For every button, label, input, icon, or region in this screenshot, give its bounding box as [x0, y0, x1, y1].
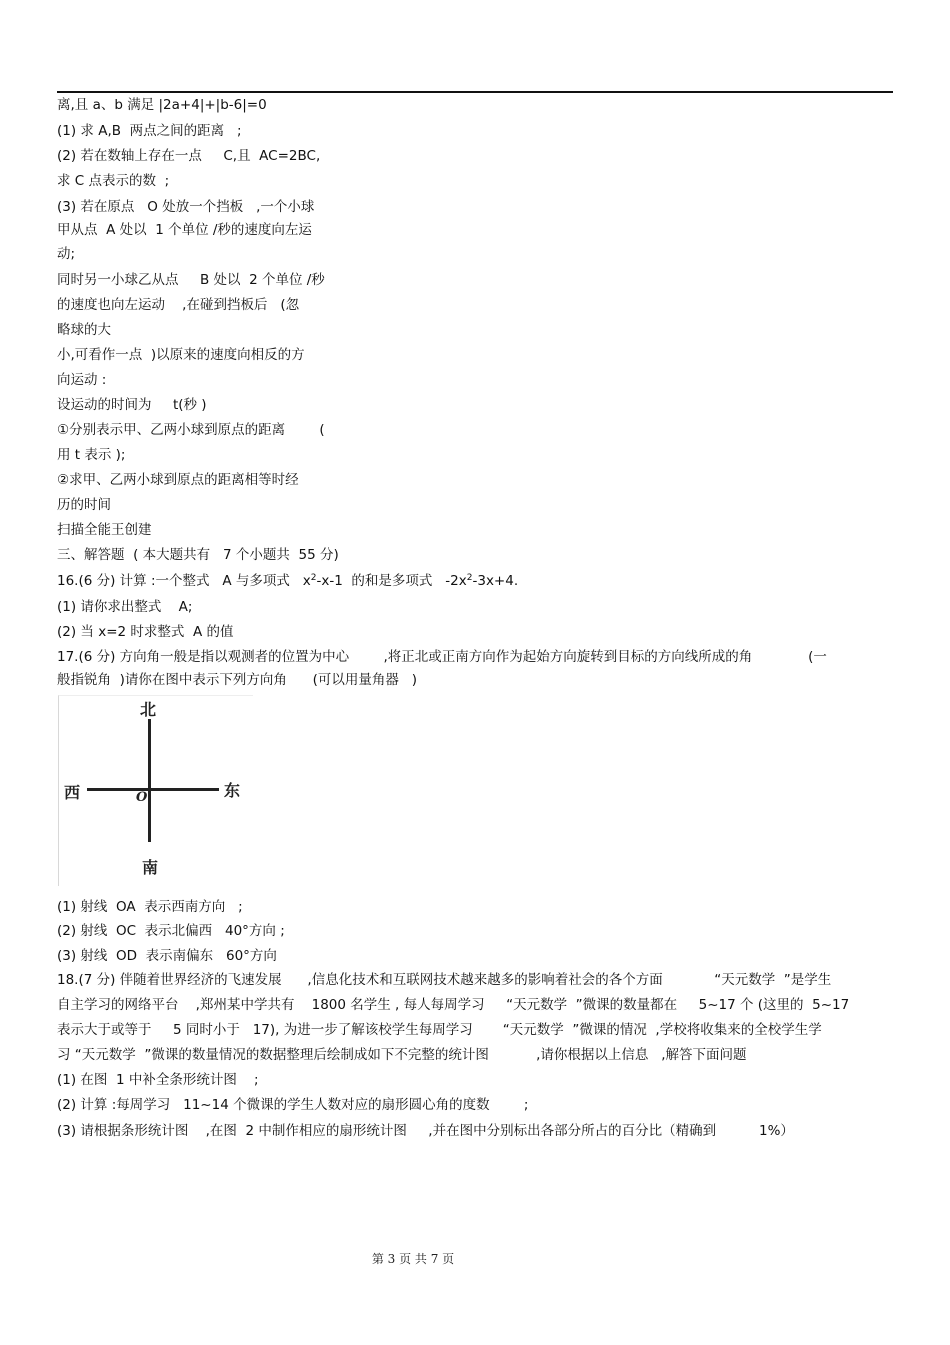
text-line: 小,可看作一点 )以原来的速度向相反的方	[57, 347, 305, 363]
text-line: 表示大于或等于 5 同时小于 17), 为进一步了解该校学生每周学习 “天元数学 ”微课的情况 ,学校将收集来的全校学生学	[57, 1022, 822, 1038]
text-line: 般指锐角 )请你在图中表示下列方向角 (可以用量角器 )	[57, 672, 418, 688]
text-line: (2) 计算 :每周学习 11~14 个微课的学生人数对应的扇形圆心角的度数 ;	[57, 1097, 529, 1113]
west-label: 西	[64, 783, 81, 802]
north-south-axis	[148, 719, 151, 842]
text-line: (3) 射线 OD 表示南偏东 60°方向	[57, 948, 277, 964]
question-18: 18.(7 分) 伴随着世界经济的飞速发展 ,信息化技术和互联网技术越来越多的影响着社会的各个方面 “天元数学 ”是学生	[57, 972, 832, 988]
watermark-text: 扫描全能王创建	[57, 522, 152, 538]
question-16: 16.(6 分) 计算 :一个整式 A 与多项式 $x^2-x-1$ 的和是多项式 $-2x^2-3x+4$.	[57, 573, 519, 589]
text-line: (3) 若在原点 O 处放一个挡板 ,一个小球	[57, 199, 315, 215]
text-line: (1) 请你求出整式 A;	[57, 599, 193, 615]
text-line: (1) 在图 1 中补全条形统计图 ;	[57, 1072, 259, 1088]
east-label: 东	[224, 781, 241, 800]
text-line: 同时另一小球乙从点 B 处以 2 个单位 /秒	[57, 272, 325, 288]
text-line: 求 C 点表示的数 ;	[57, 173, 170, 189]
text-line: 向运动 :	[57, 372, 107, 388]
text-line: 习 “天元数学 ”微课的数量情况的数据整理后绘制成如下不完整的统计图 ,请你根据以上信息 ,解答下面问题	[57, 1047, 747, 1063]
text-line: (1) 求 A,B 两点之间的距离 ;	[57, 123, 242, 139]
compass-diagram	[58, 695, 253, 886]
text-line: (3) 请根据条形统计图 ,在图 2 中制作相应的扇形统计图 ,并在图中分别标出各部分所占的百分比（精确到 1%）	[57, 1123, 794, 1139]
text-line: ①分别表示甲、乙两小球到原点的距离 (	[57, 422, 325, 438]
origin-label: O	[136, 790, 148, 805]
north-label: 北	[140, 700, 157, 719]
text-line: (1) 射线 OA 表示西南方向 ;	[57, 899, 243, 915]
text-line: 历的时间	[57, 497, 111, 513]
text-line: 离,且 a、b 满足 |2a+4|+|b-6|=0	[57, 97, 267, 113]
section-heading: 三、解答题 ( 本大题共有 7 个小题共 55 分)	[57, 547, 339, 563]
text-line: (2) 当 x=2 时求整式 A 的值	[57, 624, 234, 640]
text-line: ②求甲、乙两小球到原点的距离相等时经	[57, 472, 299, 488]
text-line: 动;	[57, 246, 76, 262]
top-rule	[57, 91, 893, 93]
question-17: 17.(6 分) 方向角一般是指以观测者的位置为中心 ,将正北或正南方向作为起始方向旋转到目标的方向线所成的角 (一	[57, 649, 827, 665]
text-line: 甲从点 A 处以 1 个单位 /秒的速度向左运	[57, 222, 312, 238]
west-east-axis	[87, 788, 219, 791]
text-line: (2) 若在数轴上存在一点 C,且 AC=2BC,	[57, 148, 321, 164]
text-line: 略球的大	[57, 322, 111, 338]
text-line: (2) 射线 OC 表示北偏西 40°方向 ;	[57, 923, 285, 939]
page-footer: 第 3 页 共 7 页	[371, 1252, 455, 1266]
text-line: 的速度也向左运动 ,在碰到挡板后 (忽	[57, 297, 300, 313]
text-line: 用 t 表示 );	[57, 447, 126, 463]
south-label: 南	[142, 858, 159, 877]
text-line: 设运动的时间为 t(秒 )	[57, 397, 207, 413]
text-line: 自主学习的网络平台 ,郑州某中学共有 1800 名学生 , 每人每周学习 “天元数学 ”微课的数量都在 5~17 个 (这里的 5~17	[57, 997, 850, 1013]
